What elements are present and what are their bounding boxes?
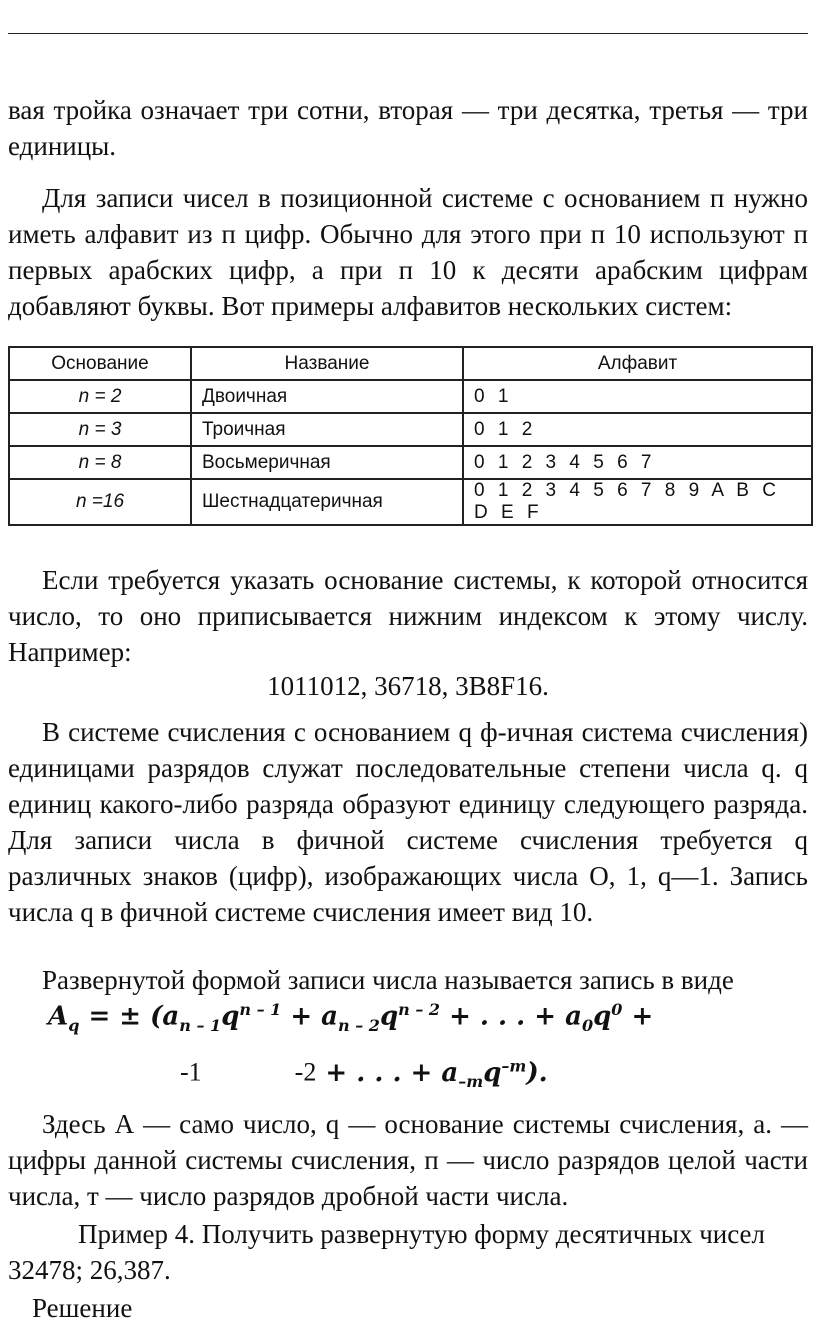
paragraph-subscript-rule: Если требуется указать основание системы, к которой относится число, то оно приписывается нижним индексом к этому числу. Например: <box>8 565 808 667</box>
header-alphabet: Алфавит <box>463 347 812 380</box>
expanded-form-formula-line2: -1 -2 + . . . + $a_{-m}q^{-m}$). <box>180 1056 548 1091</box>
paragraph-example-4: Пример 4. Получить развернутую форму десятичных чисел 32478; 26,387. <box>8 1219 765 1285</box>
row-alphabet: 0 1 2 3 4 5 6 7 8 9 A B C D E F <box>463 479 812 525</box>
table-header-row <box>9 347 812 380</box>
row-alphabet: 0 1 2 3 4 5 6 7 <box>463 446 812 479</box>
row-base: n =16 <box>9 479 191 525</box>
row-name: Двоичная <box>191 380 463 413</box>
expanded-form-formula: $A_q$ = ± ($a_{n - 1}q^{n - 1} + a_{n - 2}q^{n - 2}$ + . . . + $a_0q^0$ + <box>48 1000 654 1035</box>
paragraph-notation-explanation: Здесь А — само число, q — основание системы счисления, а. — цифры данной системы счисления, п — число разрядов целой части числа, т — число разрядов дробной части числа. <box>8 1109 808 1211</box>
paragraph-expanded-form: Развернутой формой записи числа называется запись в виде <box>42 965 734 995</box>
header-base: Основание <box>9 347 191 380</box>
paragraph-continuation: вая тройка означает три сотни, вторая — три десятка, третья — три единицы. <box>8 95 808 161</box>
row-name: Троичная <box>191 413 463 446</box>
table-row <box>9 479 812 525</box>
row-alphabet: 0 1 <box>463 380 812 413</box>
top-rule <box>8 33 808 34</box>
example-numbers: 1011012, 36718, 3В8F16. <box>267 671 549 701</box>
table-row <box>9 446 812 479</box>
table-row <box>9 413 812 446</box>
row-base: n = 3 <box>9 413 191 446</box>
table-row <box>9 380 812 413</box>
paragraph-alphabet-intro: Для записи чисел в позиционной системе с основанием п нужно иметь алфавит из п цифр. Обычно для этого при п 10 используют п первых арабских цифр, а при п 10 к десяти арабским цифрам добавляют буквы. Вот примеры алфавитов нескольких систем: <box>8 183 808 321</box>
row-base: n = 2 <box>9 380 191 413</box>
row-alphabet: 0 1 2 <box>463 413 812 446</box>
paragraph-q-system: В системе счисления с основанием q ф-ичная система счисления) единицами разрядов служат последовательные степени числа q. q единиц какого-либо разряда образуют единицу следующего разряда. Для записи числа в фичной системе счисления требуется q различных знаков (цифр), изображающих числа О, 1, q—1. Запись числа q в фичной системе счисления имеет вид 10. <box>8 717 808 927</box>
alphabet-table <box>8 346 813 526</box>
row-name: Шестнадцатеричная <box>191 479 463 525</box>
row-base: n = 8 <box>9 446 191 479</box>
solution-heading: Решение <box>32 1293 133 1323</box>
row-name: Восьмеричная <box>191 446 463 479</box>
header-name: Название <box>191 347 463 380</box>
